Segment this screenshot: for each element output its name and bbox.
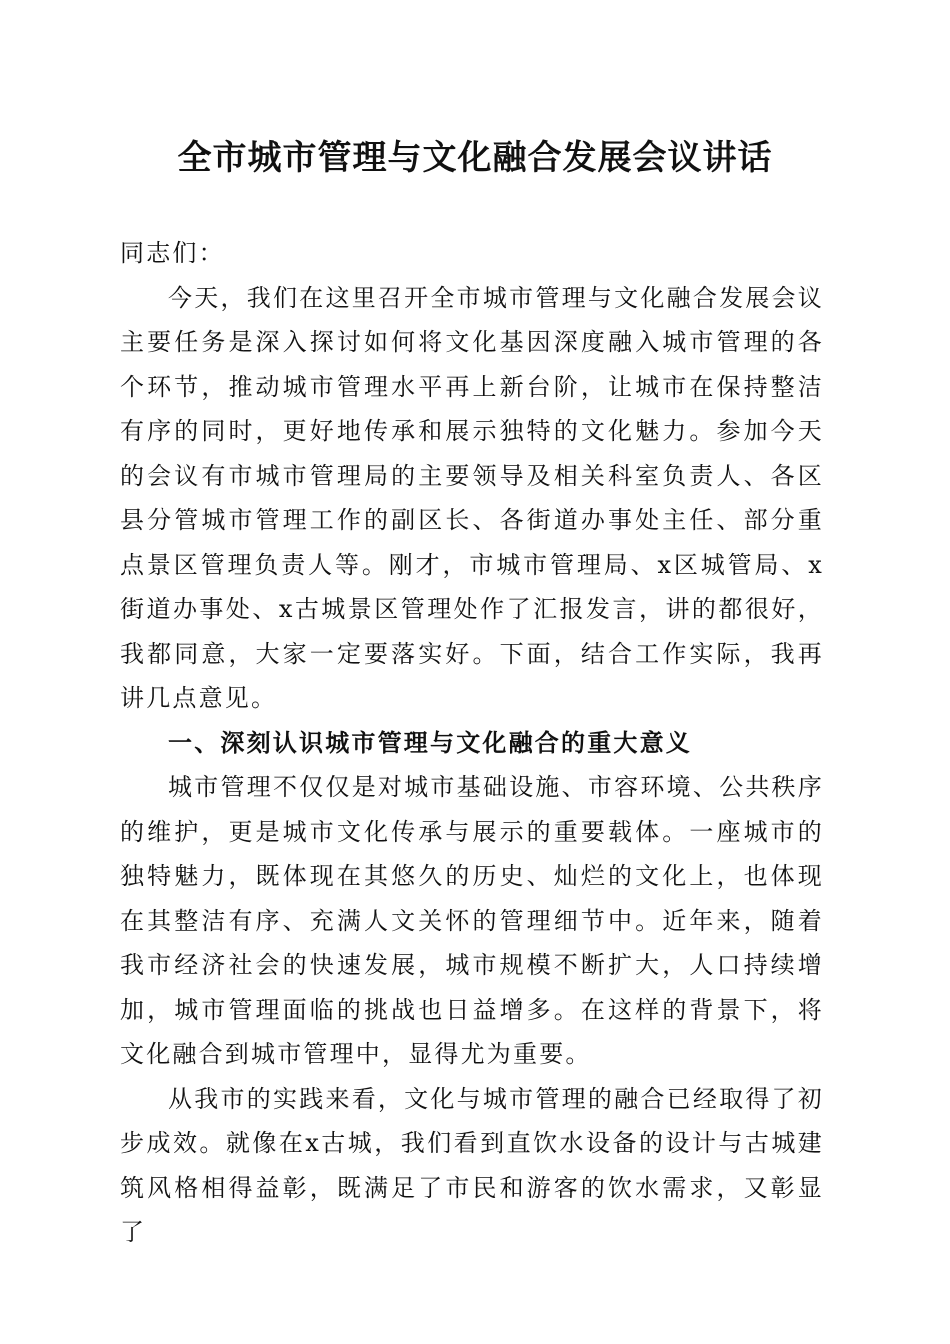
paragraph-significance: 城市管理不仅仅是对城市基础设施、市容环境、公共秩序的维护，更是城市文化传承与展示的重要载体。一座城市的独特魅力，既体现在其悠久的历史、灿烂的文化上，也体现在其整洁有序、充满人文关怀的管理细节中。近年来，随着我市经济社会的快速发展，城市规模不断扩大，人口持续增加，城市管理面临的挑战也日益增多。在这样的背景下，将文化融合到城市管理中，显得尤为重要。 xyxy=(120,773,824,1068)
paragraph-opening: 今天，我们在这里召开全市城市管理与文化融合发展会议主要任务是深入探讨如何将文化基因深度融入城市管理的各个环节，推动城市管理水平再上新台阶，让城市在保持整洁有序的同时，更好地传承和展示独特的文化魅力。参加今天的会议有市城市管理局的主要领导及相关科室负责人、各区县分管城市管理工作的副区长、各街道办事处主任、部分重点景区管理负责人等。刚才，市城市管理局、x区城管局、x街道办事处、x古城景区管理处作了汇报发言，讲的都很好，我都同意，大家一定要落实好。下面，结合工作实际，我再讲几点意见。 xyxy=(120,283,824,712)
document-body xyxy=(120,231,824,1255)
paragraph-practice: 从我市的实践来看，文化与城市管理的融合已经取得了初步成效。就像在x古城，我们看到直饮水设备的设计与古城建筑风格相得益彰，既满足了市民和游客的饮水需求，又彰显了 xyxy=(120,1084,824,1246)
document-title: 全市城市管理与文化融合发展会议讲话 xyxy=(177,138,773,178)
salutation: 同志们： xyxy=(120,239,225,267)
section-heading: 一、深刻认识城市管理与文化融合的重大意义 xyxy=(168,728,692,757)
